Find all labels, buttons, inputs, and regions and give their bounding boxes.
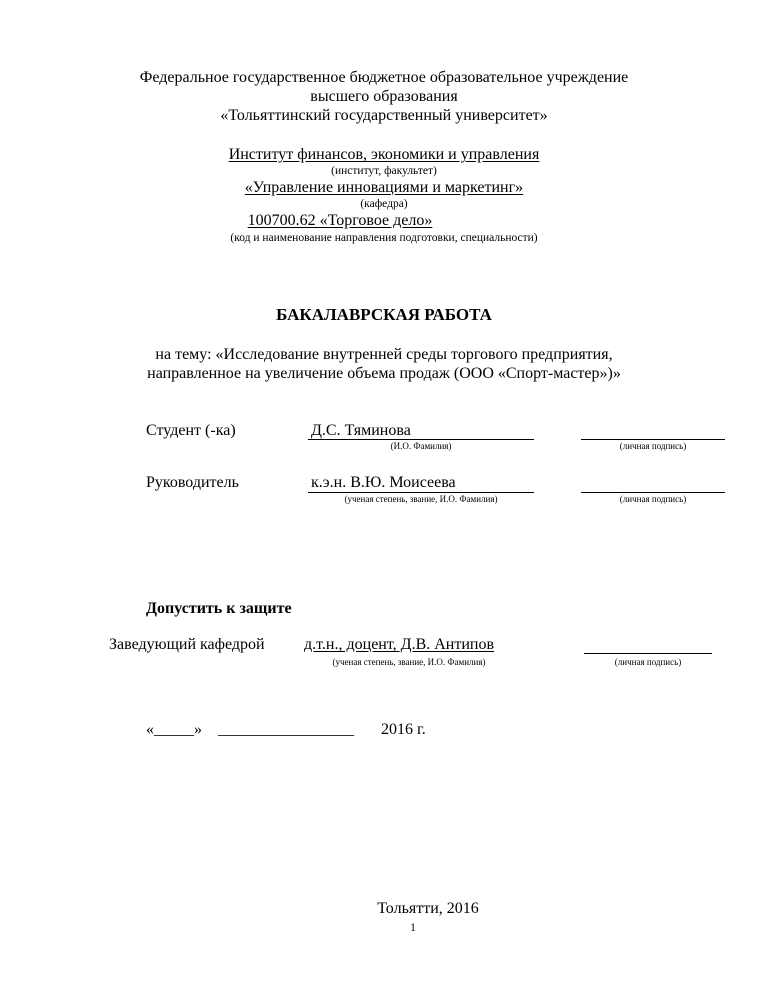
org-line-2: высшего образования bbox=[310, 88, 458, 105]
supervisor-name-line bbox=[308, 492, 534, 493]
page-number: 1 bbox=[410, 922, 416, 934]
head-of-department-name: д.т.н., доцент, Д.В. Антипов bbox=[304, 636, 495, 653]
org-line-1: Федеральное государственное бюджетное образовательное учреждение bbox=[139, 69, 629, 86]
head-of-department-caption: (ученая степень, звание, И.О. Фамилия) bbox=[332, 657, 486, 667]
admit-heading: Допустить к защите bbox=[146, 600, 292, 617]
student-name-line bbox=[308, 439, 534, 440]
supervisor-signature-caption: (личная подпись) bbox=[619, 494, 687, 504]
date-month: _________________ bbox=[218, 721, 354, 738]
institute-caption: (институт, факультет) bbox=[331, 165, 437, 177]
supervisor-label: Руководитель bbox=[146, 474, 239, 491]
topic-line-2: направленное на увеличение объема продаж (ООО «Спорт-мастер»)» bbox=[147, 365, 621, 382]
head-signature-caption: (личная подпись) bbox=[614, 657, 682, 667]
head-signature-line bbox=[584, 653, 712, 654]
student-signature-caption: (личная подпись) bbox=[619, 441, 687, 451]
head-of-department-label: Заведующий кафедрой bbox=[109, 636, 265, 653]
work-type-title: БАКАЛАВРСКАЯ РАБОТА bbox=[276, 305, 492, 324]
topic-line-1: на тему: «Исследование внутренней среды торгового предприятия, bbox=[155, 346, 613, 363]
institute-name: Институт финансов, экономики и управления bbox=[228, 146, 540, 163]
supervisor-name-caption: (ученая степень, звание, И.О. Фамилия) bbox=[344, 494, 498, 504]
student-label: Студент (-ка) bbox=[146, 422, 236, 439]
specialty-caption: (код и наименование направления подготовки, специальности) bbox=[230, 232, 538, 244]
student-name: Д.С. Тяминова bbox=[311, 422, 411, 439]
department-caption: (кафедра) bbox=[360, 198, 408, 210]
city-year: Тольятти, 2016 bbox=[377, 900, 479, 917]
specialty-name: 100700.62 «Торговое дело» bbox=[247, 212, 433, 229]
student-signature-line bbox=[581, 439, 725, 440]
supervisor-signature-line bbox=[581, 492, 725, 493]
supervisor-name: к.э.н. В.Ю. Моисеева bbox=[311, 474, 456, 491]
student-name-caption: (И.О. Фамилия) bbox=[390, 441, 452, 451]
date-year: 2016 г. bbox=[381, 721, 426, 738]
org-line-3: «Тольяттинский государственный университет» bbox=[220, 107, 548, 124]
department-name: «Управление инновациями и маркетинг» bbox=[244, 179, 524, 196]
date-day: «_____» bbox=[146, 721, 202, 738]
